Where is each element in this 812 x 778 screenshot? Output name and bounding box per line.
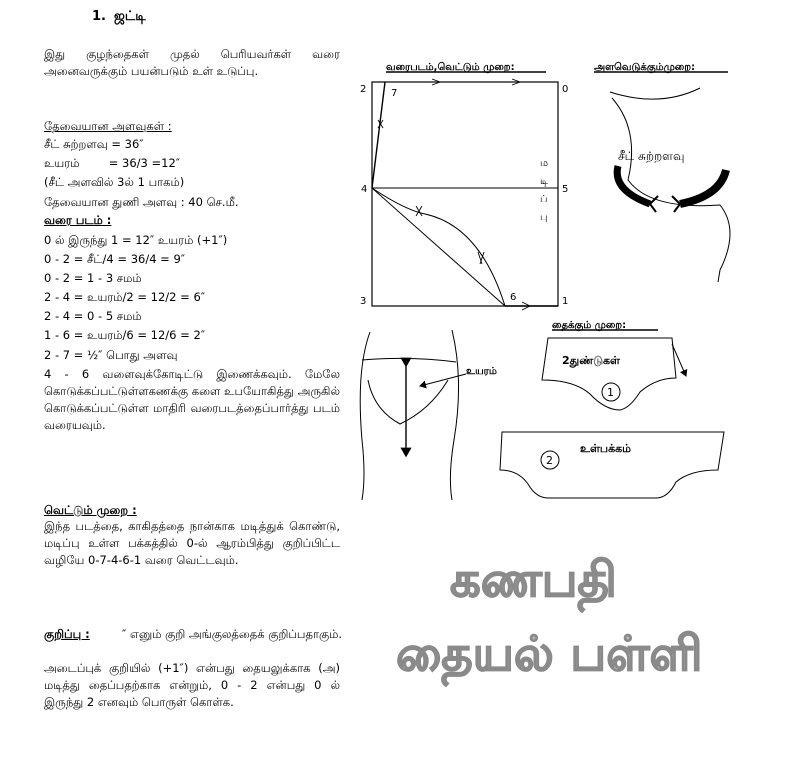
drafting-paragraph: 4 - 6 வளைவுக்கோடிட்டு இணைக்கவும். மேலே கொடுக்கப்பட்டுள்ளகணக்கு களை உபயோகித்து அருகில் கொடுக்கப்பட்டுள்ள மாதிரி வரைபடத்தைப்பார்த்து படம் வரையவும். bbox=[44, 367, 340, 432]
measurement-line: சீட் சுற்றளவு = 36″ bbox=[44, 137, 144, 151]
straight-4-6 bbox=[372, 188, 505, 306]
drafting-line: 2 - 7 = ½″ பொது அளவு bbox=[44, 348, 178, 362]
measurement-line: தேவையான துணி அளவு : 40 செ.மீ. bbox=[44, 195, 239, 209]
note-paragraph: அடைப்புக் குறியில் (+1″) என்பது தையலுக்காக (அ) மடித்து தைப்பதற்காக என்றும், 0 - 2 என்பது 0 ல் இருந்து 2 எனவும் பொருள் கொள்க. bbox=[44, 661, 340, 709]
note-first-line: ″ எனும் குறி அங்குலத்தைக் குறிப்பதாகும். bbox=[122, 627, 343, 641]
piece-1-label: 2துண்டுகள் bbox=[562, 354, 620, 367]
drafting-line: 0 - 2 = சீட்/4 = 36/4 = 9″ bbox=[44, 252, 186, 266]
body-outline-right bbox=[450, 330, 458, 500]
point-label: 2 bbox=[360, 84, 367, 95]
draft-title: வரைபடம்,வெட்டும் முறை: bbox=[386, 62, 515, 73]
note-heading: குறிப்பு : bbox=[44, 627, 90, 641]
point-label: 7 bbox=[391, 88, 398, 99]
fold-label: ம bbox=[540, 158, 549, 169]
height-label: உயரம் bbox=[466, 366, 497, 377]
leg-opening bbox=[368, 380, 448, 424]
drafting-line: 2 - 4 = உயரம்/2 = 12/2 = 6″ bbox=[44, 290, 206, 304]
cutting-heading: வெட்டும் முறை : bbox=[44, 503, 137, 517]
measurements-heading: தேவையான அளவுகள் : bbox=[44, 119, 172, 133]
piece-2-number: 2 bbox=[546, 454, 553, 467]
intro-paragraph: இது குழந்தைகள் முதல் பெரியவர்கள் வரை அனைவருக்கும் பயன்படும் உள் உடுப்பு. bbox=[44, 47, 340, 78]
measurement-line: (சீட் அளவில் 3ல் 1 பாகம்) bbox=[44, 175, 185, 189]
fold-label: ப் bbox=[540, 194, 548, 205]
measure-tape-right bbox=[680, 170, 726, 204]
fold-label: பு bbox=[540, 212, 548, 223]
point-label: 1 bbox=[562, 296, 569, 307]
waist-outline bbox=[610, 88, 700, 99]
height-diagram bbox=[360, 330, 466, 500]
page-title: ஜட்டி bbox=[114, 9, 146, 24]
scissors-icon bbox=[378, 79, 530, 310]
measure-tape-left bbox=[617, 166, 650, 204]
drafting-line: 0 - 2 = 1 - 3 சமம் bbox=[44, 271, 142, 285]
cut-line-7-4 bbox=[372, 82, 385, 188]
seat-label: சீட் சுற்றளவு bbox=[618, 149, 685, 163]
draft-diagram bbox=[372, 72, 558, 310]
piece-1-number: 1 bbox=[607, 386, 614, 399]
measure-diagram bbox=[594, 72, 730, 282]
drafting-line: 2 - 4 = 0 - 5 சமம் bbox=[44, 309, 142, 323]
point-label: 4 bbox=[361, 184, 368, 195]
point-label: 3 bbox=[360, 296, 367, 307]
point-label: 6 bbox=[510, 292, 517, 303]
piece-2-label: உள்பக்கம் bbox=[580, 442, 632, 455]
draft-rectangle bbox=[372, 82, 558, 306]
piece-1-outline bbox=[542, 338, 676, 410]
drafting-line: 0 ல் இருந்து 1 = 12″ உயரம் (+1″) bbox=[44, 233, 228, 247]
measurement-line: உயரம் = 36/3 =12″ bbox=[44, 156, 181, 170]
waist-line bbox=[362, 358, 456, 362]
point-label: 0 bbox=[562, 84, 569, 95]
drafting-heading: வரை படம் : bbox=[44, 213, 112, 227]
watermark-line-2: தையல் பள்ளி bbox=[396, 626, 703, 682]
fold-label: டி bbox=[540, 176, 548, 187]
point-label: 5 bbox=[562, 184, 569, 195]
heading-number: 1. bbox=[92, 9, 106, 24]
height-pointer bbox=[420, 374, 466, 386]
draft-point-labels bbox=[360, 84, 568, 307]
cutting-paragraph: இந்த படத்தை, காகிதத்தை நான்காக மடித்துக் கொண்டு, மடிப்பு உள்ள பக்கத்தில் 0-ல் ஆரம்பித்து குறிப்பிட்ட வழியே 0-7-4-6-1 வரை வெட்டவும். bbox=[44, 519, 340, 567]
body-outline-left bbox=[360, 332, 370, 500]
watermark-line-1: கணபதி bbox=[450, 552, 617, 608]
measure-title: அளவெடுக்கும்முறை: bbox=[594, 62, 696, 73]
sewing-title: தைக்கும் முறை: bbox=[552, 320, 627, 331]
drafting-line: 1 - 6 = உயரம்/6 = 12/6 = 2″ bbox=[44, 328, 206, 342]
